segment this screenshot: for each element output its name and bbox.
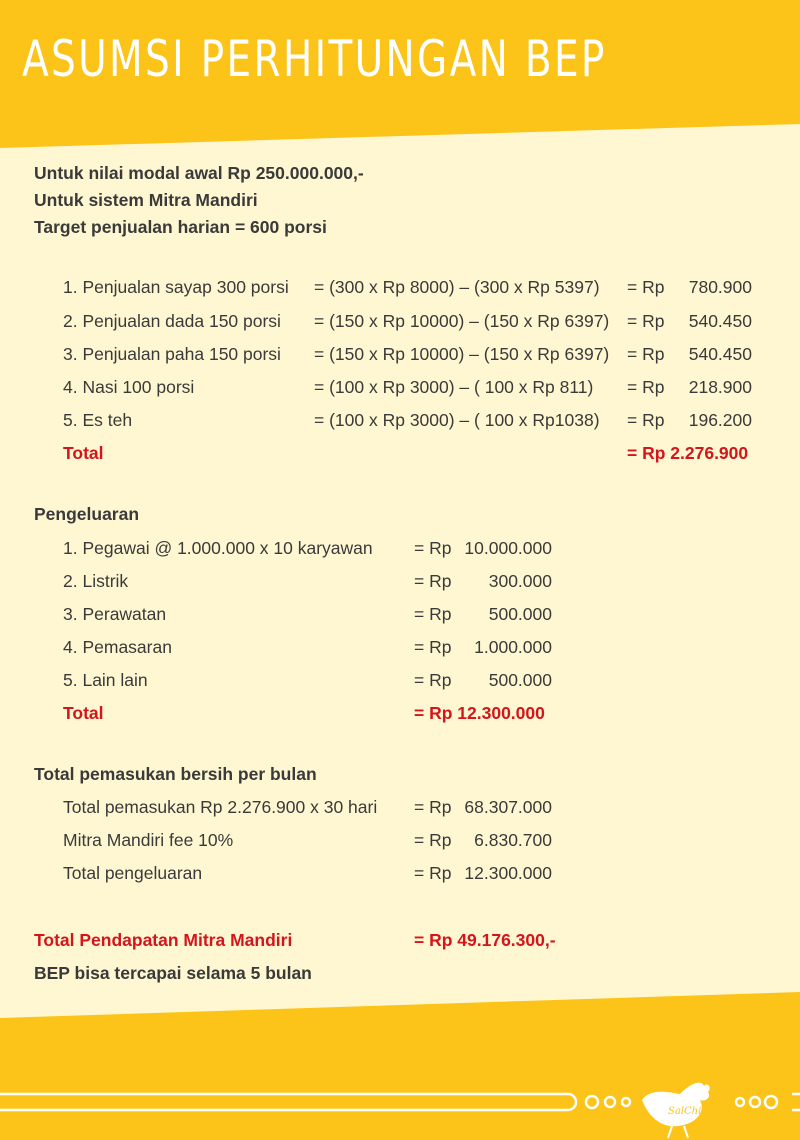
sales-label: 3. Penjualan paha 150 porsi <box>63 344 281 364</box>
logo-text: SalChic <box>668 1106 707 1117</box>
bep-statement: BEP bisa tercapai selama 5 bulan <box>34 963 312 983</box>
sales-formula: = (300 x Rp 8000) – (300 x Rp 5397) <box>314 277 600 297</box>
sales-eq: = Rp <box>627 311 665 331</box>
expenses-total-value: = Rp 12.300.000 <box>414 703 545 723</box>
net-amount: 68.307.000 <box>464 797 552 817</box>
expense-amount: 300.000 <box>488 571 552 591</box>
sales-label: 2. Penjualan dada 150 porsi <box>63 311 281 331</box>
sales-total-label: Total <box>63 443 104 463</box>
net-eq: = Rp <box>414 863 452 883</box>
sales-formula: = (150 x Rp 10000) – (150 x Rp 6397) <box>314 344 610 364</box>
net-eq: = Rp <box>414 797 452 817</box>
expense-eq: = Rp <box>414 571 452 591</box>
expense-eq: = Rp <box>414 637 452 657</box>
page-title: ASUMSI PERHITUNGAN BEP <box>22 30 607 88</box>
expenses-total-label: Total <box>63 703 104 723</box>
expense-amount: 1.000.000 <box>474 637 552 657</box>
expense-label: 3. Perawatan <box>63 604 167 624</box>
net-label: Total pemasukan Rp 2.276.900 x 30 hari <box>63 797 378 817</box>
expense-eq: = Rp <box>414 604 452 624</box>
net-label: Mitra Mandiri fee 10% <box>63 830 234 850</box>
sales-amount: 196.200 <box>688 410 752 430</box>
expense-amount: 500.000 <box>488 604 552 624</box>
sales-eq: = Rp <box>627 410 665 430</box>
net-amount: 12.300.000 <box>464 863 552 883</box>
expense-amount: 10.000.000 <box>464 538 552 558</box>
net-amount: 6.830.700 <box>474 830 552 850</box>
intro-target: Target penjualan harian = 600 porsi <box>34 217 327 237</box>
expense-label: 2. Listrik <box>63 571 129 591</box>
expense-label: 5. Lain lain <box>63 670 148 690</box>
expenses-heading: Pengeluaran <box>34 504 140 524</box>
sales-label: 5. Es teh <box>63 410 133 430</box>
expense-eq: = Rp <box>414 538 452 558</box>
sales-eq: = Rp <box>627 344 665 364</box>
intro-system: Untuk sistem Mitra Mandiri <box>34 190 258 210</box>
sales-label: 1. Penjualan sayap 300 porsi <box>63 277 289 297</box>
sales-amount: 780.900 <box>688 277 752 297</box>
sales-amount: 218.900 <box>688 377 752 397</box>
net-eq: = Rp <box>414 830 452 850</box>
expense-eq: = Rp <box>414 670 452 690</box>
sales-eq: = Rp <box>627 277 665 297</box>
net-label: Total pengeluaran <box>63 863 203 883</box>
result-value: = Rp 49.176.300,- <box>414 930 556 950</box>
sales-eq: = Rp <box>627 377 665 397</box>
sales-total-value: = Rp 2.276.900 <box>627 443 749 463</box>
sales-label: 4. Nasi 100 porsi <box>63 377 195 397</box>
sales-formula: = (150 x Rp 10000) – (150 x Rp 6397) <box>314 311 610 331</box>
sales-amount: 540.450 <box>688 311 752 331</box>
expense-label: 1. Pegawai @ 1.000.000 x 10 karyawan <box>63 538 373 558</box>
sales-formula: = (100 x Rp 3000) – ( 100 x Rp 811) <box>314 377 594 397</box>
intro-capital: Untuk nilai modal awal Rp 250.000.000,- <box>34 163 364 183</box>
expense-label: 4. Pemasaran <box>63 637 172 657</box>
sales-amount: 540.450 <box>688 344 752 364</box>
net-heading: Total pemasukan bersih per bulan <box>34 764 317 784</box>
result-label: Total Pendapatan Mitra Mandiri <box>34 930 293 950</box>
sales-formula: = (100 x Rp 3000) – ( 100 x Rp1038) <box>314 410 600 430</box>
footer-decoration <box>0 1080 800 1140</box>
expense-amount: 500.000 <box>488 670 552 690</box>
